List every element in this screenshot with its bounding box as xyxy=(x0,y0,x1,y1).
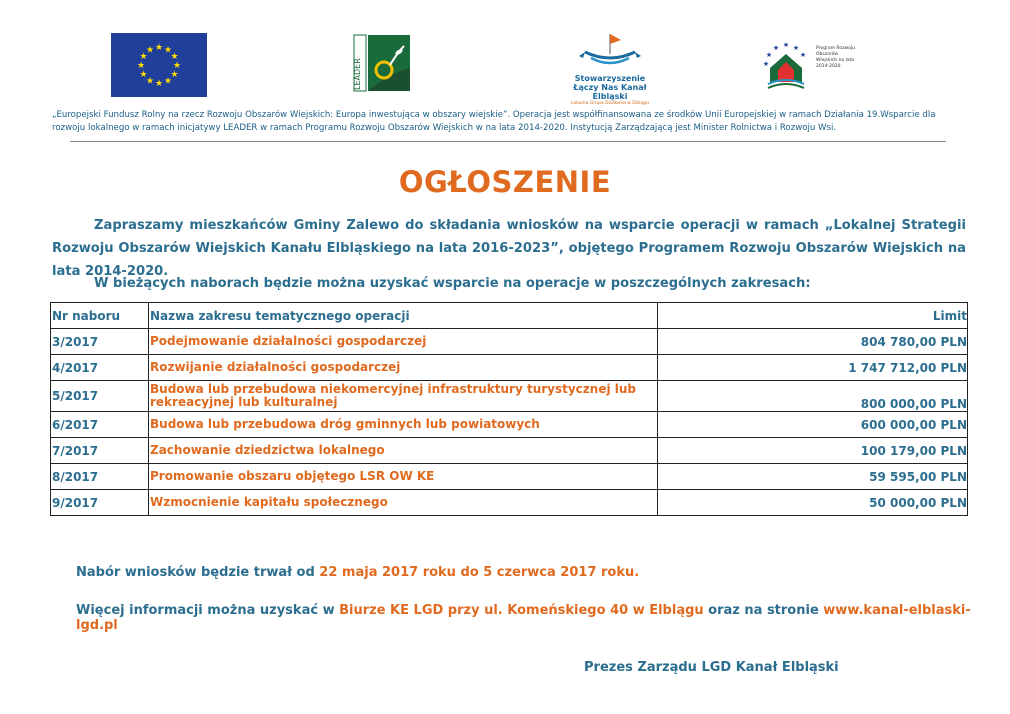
logo-bar xyxy=(0,30,1010,106)
row-nr: 6/2017 xyxy=(51,412,149,438)
svg-text:★: ★ xyxy=(772,44,780,52)
svg-text:★: ★ xyxy=(170,70,179,80)
svg-text:★: ★ xyxy=(139,52,148,62)
svg-text:★: ★ xyxy=(163,76,173,87)
lgd-name-line3: Lokalna Grupa Działania w Elblągu xyxy=(571,101,649,106)
row-limit: 50 000,00 PLN xyxy=(658,490,968,516)
signature: Prezes Zarządu LGD Kanał Elbląski xyxy=(584,660,839,675)
row-nr: 8/2017 xyxy=(51,464,149,490)
svg-text:★: ★ xyxy=(145,45,155,56)
row-limit: 1 747 712,00 PLN xyxy=(658,355,968,381)
svg-text:★: ★ xyxy=(136,61,146,71)
row-name: Rozwijanie działalności gospodarczej xyxy=(149,355,658,381)
table-row xyxy=(51,355,968,381)
period-prefix: Nabór wniosków będzie trwał od xyxy=(76,565,320,580)
table-row xyxy=(51,490,968,516)
row-name: Zachowanie dziedzictwa lokalnego xyxy=(149,438,658,464)
table-row xyxy=(51,438,968,464)
row-limit: 100 179,00 PLN xyxy=(658,438,968,464)
header-limit: Limit xyxy=(658,303,968,329)
application-period xyxy=(76,565,639,580)
svg-text:★: ★ xyxy=(172,61,182,71)
row-name: Wzmocnienie kapitału społecznego xyxy=(149,490,658,516)
office-address: Biurze KE LGD przy ul. Komeńskiego 40 w Elblągu xyxy=(339,603,704,618)
row-nr: 9/2017 xyxy=(51,490,149,516)
contact-info xyxy=(76,603,1010,633)
svg-text:★: ★ xyxy=(139,70,148,80)
svg-text:★: ★ xyxy=(799,51,807,59)
website-link[interactable]: www.kanal-elblaski-lgd.pl xyxy=(76,603,971,633)
svg-text:★: ★ xyxy=(765,51,773,59)
info-middle: oraz na stronie xyxy=(703,603,824,618)
page-title: OGŁOSZENIE xyxy=(398,165,612,199)
svg-text:★: ★ xyxy=(163,45,173,56)
row-nr: 3/2017 xyxy=(51,329,149,355)
prow-text: Program Rozwoju Obszarów Wiejskich na lata 2014-2020 xyxy=(816,46,855,69)
table-row xyxy=(51,329,968,355)
lgd-name-line2: Łączy Nas Kanał Elbląski xyxy=(573,83,647,101)
lead-paragraph: W bieżących naborach będzie można uzyskać wsparcie na operacje w poszczególnych zakresach: xyxy=(94,276,811,291)
nabory-table xyxy=(50,302,968,516)
table-row xyxy=(51,412,968,438)
eu-flag-logo xyxy=(111,33,207,97)
leader-label: LEADER xyxy=(353,58,362,90)
header-name: Nazwa zakresu tematycznego operacji xyxy=(149,303,658,329)
svg-text:★: ★ xyxy=(782,41,790,49)
row-limit: 800 000,00 PLN xyxy=(658,381,968,412)
row-limit: 804 780,00 PLN xyxy=(658,329,968,355)
boat-icon xyxy=(575,30,645,70)
period-dates: 22 maja 2017 roku do 5 czerwca 2017 roku. xyxy=(319,565,640,580)
svg-text:★: ★ xyxy=(154,43,164,53)
header-divider xyxy=(70,141,946,142)
svg-text:★: ★ xyxy=(762,60,770,68)
row-name: Budowa lub przebudowa dróg gminnych lub powiatowych xyxy=(149,412,658,438)
leader-logo xyxy=(352,32,412,94)
row-name: Promowanie obszaru objętego LSR OW KE xyxy=(149,464,658,490)
table-row xyxy=(51,464,968,490)
table-header-row xyxy=(51,303,968,329)
row-nr: 7/2017 xyxy=(51,438,149,464)
funding-footnote: „Europejski Fundusz Rolny na rzecz Rozwoju Obszarów Wiejskich: Europa inwestująca w obszary wiejskie”. Operacja jest współfinansowana ze środków Unii Europejskiej w ramach Działania 19.Wsparcie dla rozwoju lokalnego w ramach inicjatywy LEADER w ramach Programu Rozwoju Obszarów Wiejskich w na lata 2014-2020. Instytucją Zarządzającą jest Minister Rolnictwa i Rozwoju Wsi. xyxy=(52,110,936,133)
svg-text:★: ★ xyxy=(170,52,179,62)
prow-logo xyxy=(758,38,855,96)
lgd-name-line1: Stowarzyszenie xyxy=(574,74,646,83)
row-name: Podejmowanie działalności gospodarczej xyxy=(149,329,658,355)
row-limit: 59 595,00 PLN xyxy=(658,464,968,490)
info-prefix: Więcej informacji można uzyskać w xyxy=(76,603,340,618)
svg-text:★: ★ xyxy=(145,76,155,87)
prow-emblem-icon xyxy=(758,38,814,94)
intro-paragraph: Zapraszamy mieszkańców Gminy Zalewo do składania wniosków na wsparcie operacji w ramach „Lokalnej Strategii Rozwoju Obszarów Wiejskich Kanału Elbląskiego na lata 2016-2023”, objętego Programem Rozwoju Obszarów Wiejskich na lata 2014-2020. xyxy=(52,218,966,279)
lgd-logo xyxy=(560,30,660,106)
row-nr: 4/2017 xyxy=(51,355,149,381)
row-nr: 5/2017 xyxy=(51,381,149,412)
svg-text:★: ★ xyxy=(792,44,800,52)
svg-text:★: ★ xyxy=(154,79,164,89)
table-row xyxy=(51,381,968,412)
row-limit: 600 000,00 PLN xyxy=(658,412,968,438)
header-nr: Nr naboru xyxy=(51,303,149,329)
row-name: Budowa lub przebudowa niekomercyjnej infrastruktury turystycznej lub rekreacyjnej lub kulturalnej xyxy=(149,381,658,412)
